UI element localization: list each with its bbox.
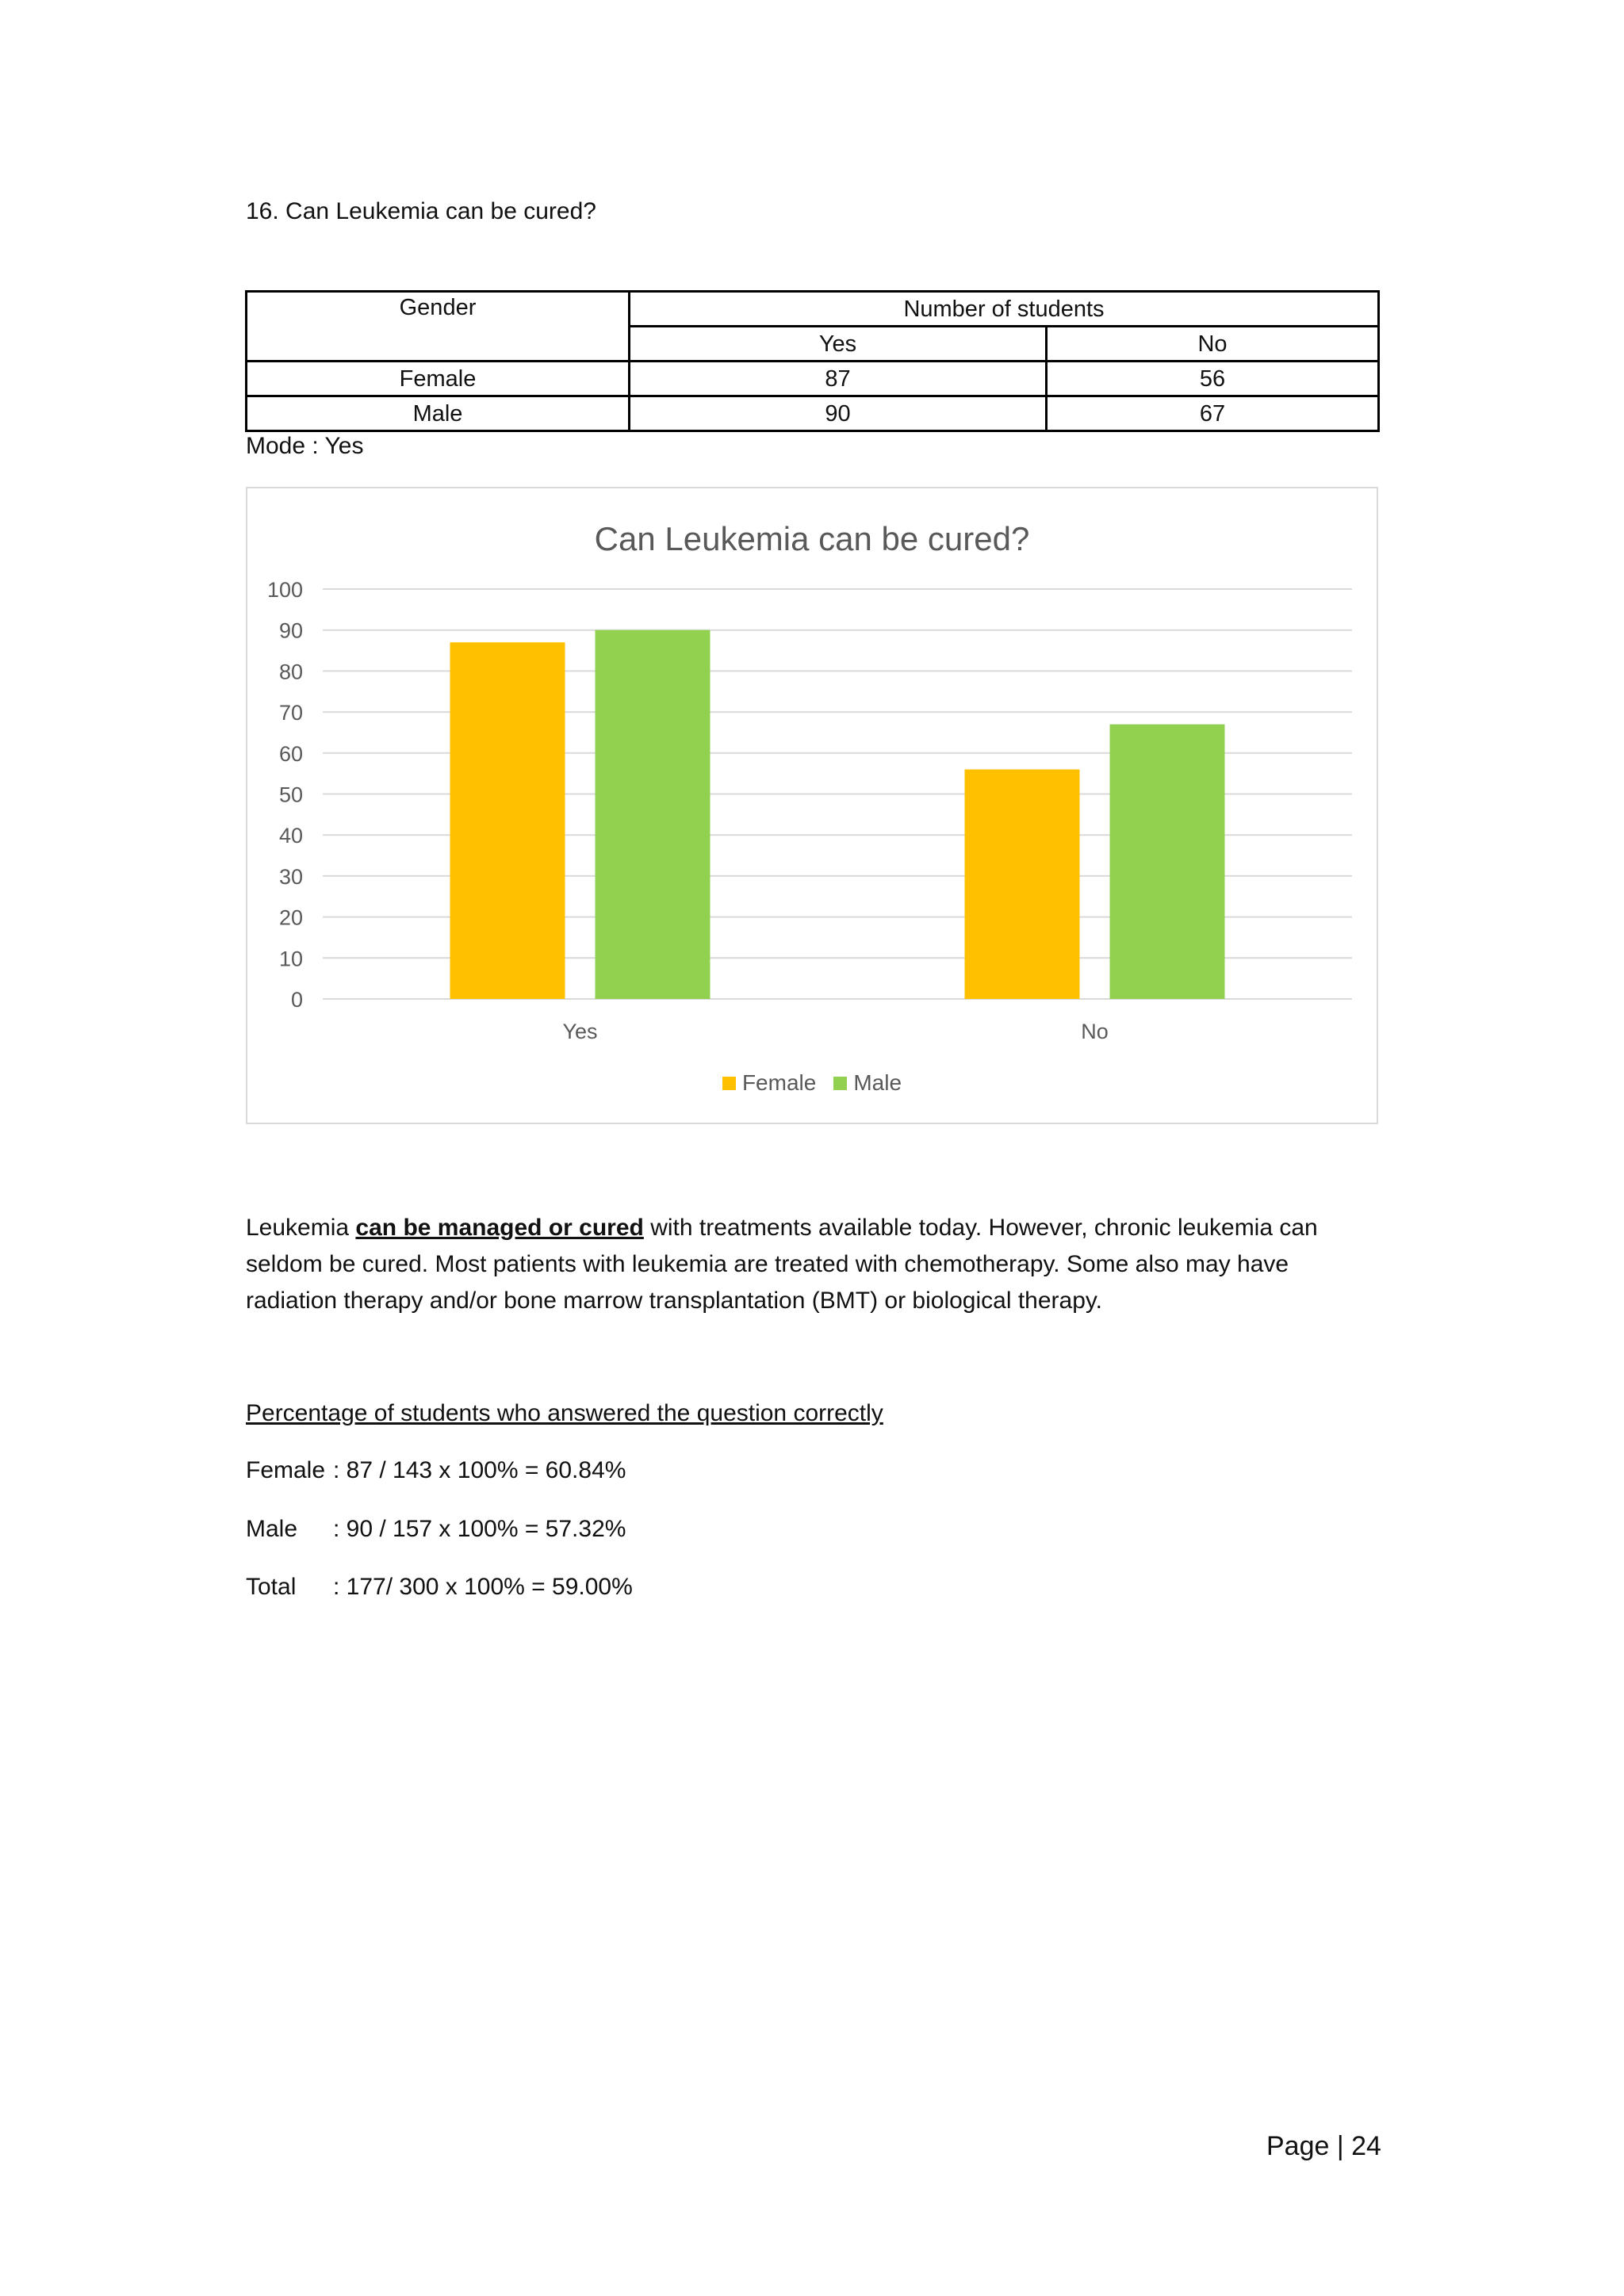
chart-plot-area — [247, 488, 1380, 1126]
x-tick-label: No — [1081, 1020, 1109, 1043]
bar-chart — [246, 487, 1378, 1124]
bar-male-yes — [596, 630, 710, 999]
cell-no: 67 — [1046, 396, 1378, 431]
chart-legend — [247, 1070, 1377, 1096]
cell-gender: Male — [247, 396, 630, 431]
chart-title: Can Leukemia can be cured? — [594, 520, 1030, 557]
header-gender: Gender — [247, 292, 630, 362]
calc-label: Total — [246, 1574, 297, 1600]
y-tick-label: 10 — [278, 947, 303, 971]
y-tick-label: 0 — [290, 988, 303, 1012]
calc-value: : 90 / 157 x 100% = 57.32% — [333, 1516, 626, 1542]
bar-female-no — [965, 769, 1080, 999]
responses-table — [245, 290, 1380, 432]
legend-label-male: Male — [853, 1070, 902, 1095]
y-tick-label: 80 — [278, 660, 303, 684]
page-number: Page | 24 — [1266, 2131, 1381, 2161]
calc-value: : 177/ 300 x 100% = 59.00% — [333, 1574, 633, 1600]
cell-no: 56 — [1046, 362, 1378, 396]
bar-female-yes — [450, 642, 565, 999]
calc-row-female — [246, 1457, 626, 1484]
y-tick-label: 70 — [278, 701, 303, 725]
legend-swatch-female — [722, 1077, 736, 1090]
calc-label: Female — [246, 1457, 326, 1483]
cell-gender: Female — [247, 362, 630, 396]
calc-row-total — [246, 1574, 633, 1601]
y-tick-label: 100 — [266, 578, 303, 602]
bar-male-no — [1110, 725, 1225, 999]
cell-yes: 87 — [630, 362, 1047, 396]
calc-value: : 87 / 143 x 100% = 60.84% — [333, 1457, 626, 1483]
header-yes: Yes — [630, 327, 1047, 362]
y-tick-label: 40 — [278, 824, 303, 848]
paragraph-text-start: Leukemia — [246, 1215, 356, 1241]
y-tick-label: 20 — [278, 905, 303, 930]
cell-yes: 90 — [630, 396, 1047, 431]
y-tick-label: 50 — [278, 783, 303, 807]
table-header-row — [247, 292, 1379, 327]
y-tick-label: 30 — [278, 864, 303, 889]
legend-item-male — [833, 1070, 902, 1096]
x-tick-label: Yes — [562, 1020, 598, 1043]
question-heading: 16. Can Leukemia can be cured? — [246, 198, 596, 224]
calc-label: Male — [246, 1516, 298, 1542]
percentage-heading: Percentage of students who answered the question correctly — [246, 1400, 883, 1426]
mode-text: Mode : Yes — [246, 433, 364, 459]
explanation-paragraph — [246, 1210, 1380, 1319]
paragraph-emphasis: can be managed or cured — [355, 1215, 644, 1241]
legend-swatch-male — [833, 1077, 847, 1090]
header-number-of-students: Number of students — [630, 292, 1379, 327]
legend-label-female: Female — [741, 1070, 817, 1095]
y-tick-label: 90 — [278, 618, 303, 643]
header-no: No — [1046, 327, 1378, 362]
paragraph-text-end: with treatments available today. However, chronic leukemia can seldom be cured. Most patients with leukemia are treated with chemotherapy. Some also may have radiation therapy and/or bone marrow transplantation (BMT) or biological therapy. — [246, 1215, 1318, 1314]
table-row — [247, 396, 1379, 431]
legend-item-female — [722, 1070, 816, 1096]
calc-row-male — [246, 1516, 626, 1543]
table-row — [247, 362, 1379, 396]
y-tick-label: 60 — [278, 741, 303, 766]
